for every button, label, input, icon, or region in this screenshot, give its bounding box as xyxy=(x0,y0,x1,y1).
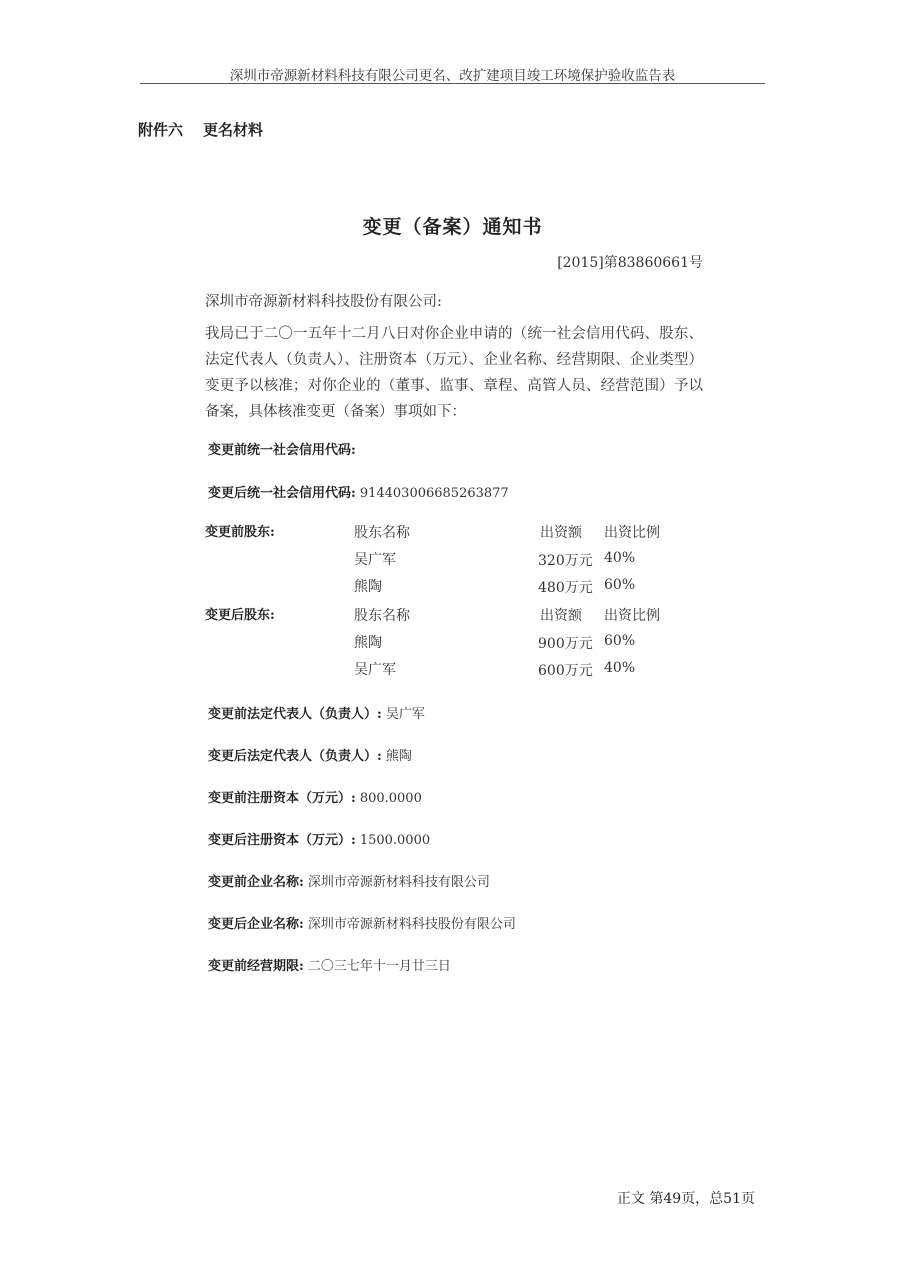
shareholders-before-header-name: 股东名称 xyxy=(354,525,410,541)
credit-code-before-row xyxy=(208,439,360,458)
appendix-title: 更名材料 xyxy=(203,121,264,139)
shareholder-ratio: 60% xyxy=(604,577,636,593)
name-after-row xyxy=(208,913,516,932)
capital-before-value: 800.0000 xyxy=(359,791,422,806)
credit-code-after-row xyxy=(208,482,509,501)
name-after-label: 变更后企业名称: xyxy=(208,917,304,932)
shareholder-ratio: 40% xyxy=(604,550,636,566)
term-before-value: 二〇三七年十一月廿三日 xyxy=(307,959,451,974)
running-header: 深圳市帝源新材料科技有限公司更名、改扩建项目竣工环境保护验收监告表 xyxy=(229,68,676,84)
appendix-number: 附件六 xyxy=(138,121,184,139)
credit-code-before-label: 变更前统一社会信用代码: xyxy=(208,443,356,458)
shareholders-after-label: 变更后股东: xyxy=(205,608,275,623)
capital-after-value: 1500.0000 xyxy=(359,833,431,848)
shareholders-before-header-amount: 出资额 xyxy=(540,525,582,541)
page-footer: 正文 第49页，总51页 xyxy=(616,1191,755,1207)
legal-rep-after-label: 变更后法定代表人（负责人）: xyxy=(208,749,382,764)
shareholder-amount: 600万元 xyxy=(538,663,593,679)
shareholders-after-header-ratio: 出资比例 xyxy=(604,608,660,624)
notice-body: 我局已于二〇一五年十二月八日对你企业申请的（统一社会信用代码、股东、法定代表人（负责人）、注册资本（万元）、企业名称、经营期限、企业类型）变更予以核准；对你企业的（董事、监事、章程、高管人员、经营范围）予以备案，具体核准变更（备案）事项如下： xyxy=(205,326,703,420)
shareholder-amount: 320万元 xyxy=(538,553,593,569)
capital-after-row xyxy=(208,829,430,848)
shareholder-name: 吴广军 xyxy=(354,552,396,568)
shareholder-ratio: 40% xyxy=(604,660,636,676)
capital-before-row xyxy=(208,787,422,806)
shareholder-amount: 900万元 xyxy=(538,636,593,652)
shareholder-amount: 480万元 xyxy=(538,580,593,596)
name-before-row xyxy=(208,871,490,890)
term-before-row xyxy=(208,955,451,974)
legal-rep-before-value: 吴广军 xyxy=(385,707,425,722)
credit-code-after-value: 914403006685263877 xyxy=(359,486,509,501)
name-before-label: 变更前企业名称: xyxy=(208,875,304,890)
shareholder-ratio: 60% xyxy=(604,633,636,649)
shareholder-name: 熊陶 xyxy=(354,635,382,651)
notice-title: 变更（备案）通知书 xyxy=(362,216,543,238)
shareholders-after-header-name: 股东名称 xyxy=(354,608,410,624)
notice-number: [2015]第83860661号 xyxy=(557,255,703,271)
legal-rep-after-row xyxy=(208,745,412,764)
legal-rep-after-value: 熊陶 xyxy=(385,749,412,764)
appendix-heading xyxy=(138,119,263,140)
legal-rep-before-label: 变更前法定代表人（负责人）: xyxy=(208,707,382,722)
shareholders-before-label: 变更前股东: xyxy=(205,525,275,540)
term-before-label: 变更前经营期限: xyxy=(208,959,304,974)
shareholders-before-header-ratio: 出资比例 xyxy=(604,525,660,541)
shareholder-name: 吴广军 xyxy=(354,662,396,678)
header-divider xyxy=(140,83,765,84)
notice-addressee: 深圳市帝源新材料科技股份有限公司: xyxy=(205,294,442,310)
credit-code-after-label: 变更后统一社会信用代码: xyxy=(208,486,356,501)
shareholder-name: 熊陶 xyxy=(354,579,382,595)
capital-before-label: 变更前注册资本（万元）: xyxy=(208,791,356,806)
legal-rep-before-row xyxy=(208,703,425,722)
shareholders-after-header-amount: 出资额 xyxy=(540,608,582,624)
name-after-value: 深圳市帝源新材料科技股份有限公司 xyxy=(307,917,516,932)
name-before-value: 深圳市帝源新材料科技有限公司 xyxy=(307,875,490,890)
capital-after-label: 变更后注册资本（万元）: xyxy=(208,833,356,848)
